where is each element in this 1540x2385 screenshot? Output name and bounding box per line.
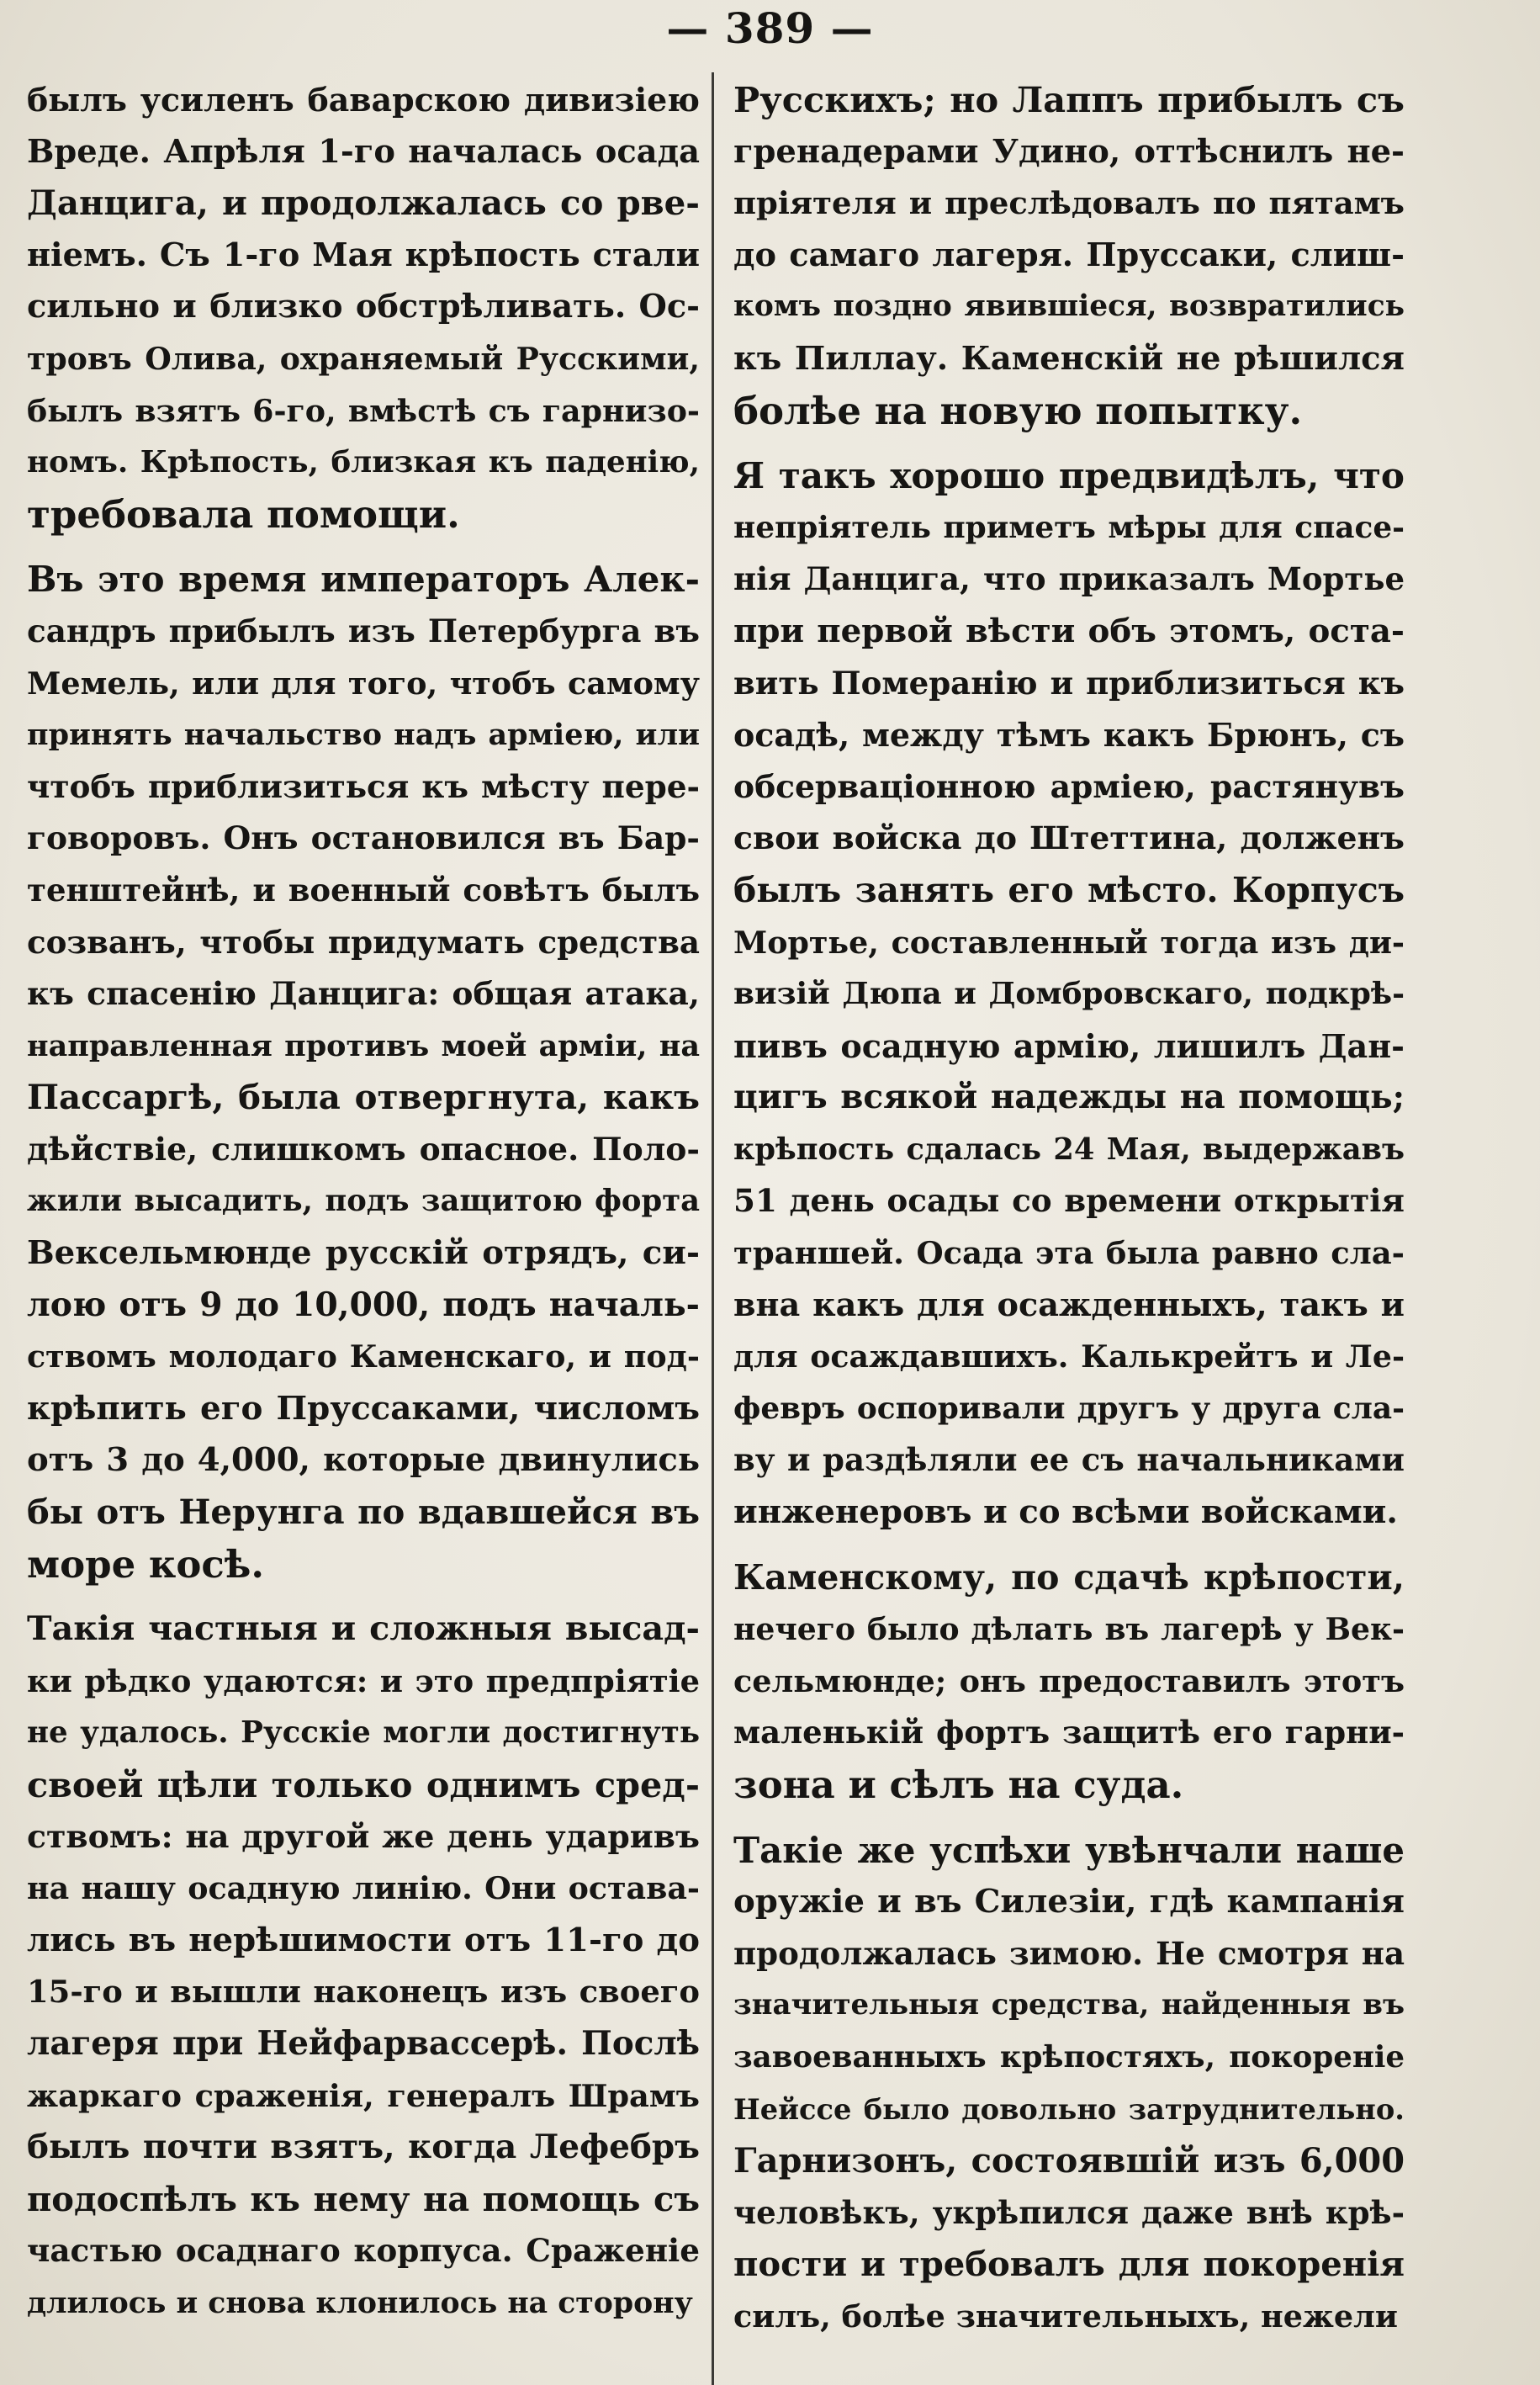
text-line: инженеровъ и со всѣми войсками. bbox=[733, 1493, 1398, 1532]
text-line: Такіе же успѣхи увѣнчали наше bbox=[733, 1829, 1405, 1871]
text-line: зона и сѣлъ на суда. bbox=[733, 1762, 1184, 1807]
text-line: оружіе и въ Силезіи, гдѣ кампанія bbox=[733, 1883, 1405, 1921]
text-line: бы отъ Нерунга по вдавшейся въ bbox=[27, 1492, 700, 1533]
text-line: Нейссе было довольно затруднительно. bbox=[733, 2091, 1405, 2126]
text-line: нія Данцига, что приказалъ Мортье bbox=[733, 560, 1405, 598]
text-line: Гарнизонъ, состоявшій изъ 6,000 bbox=[733, 2141, 1405, 2181]
text-line: Пассаргѣ, была отвергнута, какъ bbox=[27, 1078, 700, 1118]
text-line: былъ взятъ 6-го, вмѣстѣ съ гарнизо- bbox=[27, 392, 700, 429]
text-line: къ Пиллау. Каменскій не рѣшился bbox=[733, 339, 1405, 378]
text-line: отъ 3 до 4,000, которые двинулись bbox=[27, 1441, 700, 1480]
text-line: направленная противъ моей арміи, на bbox=[27, 1028, 700, 1063]
text-line: тенштейнѣ, и военный совѣтъ былъ bbox=[27, 871, 700, 909]
text-line: февръ оспоривали другъ у друга сла- bbox=[733, 1390, 1405, 1426]
text-line: номъ. Крѣпость, близкая къ паденію, bbox=[27, 445, 700, 480]
text-line: чтобъ приблизиться къ мѣсту пере- bbox=[27, 767, 700, 805]
text-line: крѣпость сдалась 24 Мая, выдержавъ bbox=[733, 1132, 1405, 1167]
text-line: траншей. Осада эта была равно сла- bbox=[733, 1234, 1405, 1272]
text-line: 15-го и вышли наконецъ изъ своего bbox=[27, 1973, 700, 2011]
column-divider bbox=[712, 72, 714, 2385]
paragraph bbox=[733, 74, 1405, 437]
text-line: лагеря при Нейфарвассерѣ. Послѣ bbox=[27, 2024, 700, 2063]
text-line: гренадерами Удино, оттѣснилъ не- bbox=[733, 132, 1405, 171]
text-line: жаркаго сраженія, генералъ Шрамъ bbox=[27, 2076, 700, 2114]
text-line: продолжалась зимою. Не смотря на bbox=[733, 1934, 1405, 1972]
text-line: пріятеля и преслѣдовалъ по пятамъ bbox=[733, 184, 1405, 222]
paragraph bbox=[733, 1552, 1405, 1811]
text-line: Вексельмюнде русскій отрядъ, си- bbox=[27, 1234, 700, 1273]
text-line: Каменскому, по сдачѣ крѣпости, bbox=[733, 1556, 1405, 1598]
text-line: вить Померанію и приблизиться къ bbox=[733, 664, 1405, 702]
paragraph bbox=[733, 1825, 1405, 2343]
right-column bbox=[733, 74, 1405, 2356]
text-line: частью осаднаго корпуса. Сраженіе bbox=[27, 2232, 700, 2270]
paragraph bbox=[733, 450, 1405, 1538]
text-line: говоровъ. Онъ остановился въ Бар- bbox=[27, 819, 700, 857]
text-line: былъ занять его мѣсто. Корпусъ bbox=[733, 869, 1405, 910]
text-line: 51 день осады со времени открытія bbox=[733, 1182, 1405, 1220]
text-line: ніемъ. Съ 1-го Мая крѣпость стали bbox=[27, 236, 700, 274]
text-line: своей цѣли только однимъ сред- bbox=[27, 1764, 700, 1805]
text-line: сельмюнде; онъ предоставилъ этотъ bbox=[733, 1662, 1405, 1699]
text-line: требовала помощи. bbox=[27, 491, 460, 537]
text-line: болѣе на новую попытку. bbox=[733, 388, 1303, 433]
text-line: былъ усиленъ баварскою дивизіею bbox=[27, 81, 700, 119]
text-line: ствомъ молодаго Каменскаго, и под- bbox=[27, 1338, 700, 1375]
text-line: длилось и снова клонилось на сторону bbox=[27, 2285, 693, 2320]
text-line: принять начальство надъ арміею, или bbox=[27, 718, 700, 753]
text-line: жили высадить, подъ защитою форта bbox=[27, 1184, 700, 1219]
text-line: на нашу осадную линію. Они остава- bbox=[27, 1870, 700, 1907]
text-line: для осаждавшихъ. Калькрейтъ и Ле- bbox=[733, 1338, 1405, 1375]
paragraph bbox=[27, 74, 700, 540]
text-line: при первой вѣсти объ этомъ, оста- bbox=[733, 612, 1405, 650]
text-line: маленькій фортъ защитѣ его гарни- bbox=[733, 1714, 1405, 1752]
text-line: пивъ осадную армію, лишилъ Дан- bbox=[733, 1026, 1405, 1065]
text-line: завоеванныхъ крѣпостяхъ, покореніе bbox=[733, 2039, 1405, 2075]
text-line: человѣкъ, укрѣпился даже внѣ крѣ- bbox=[733, 2193, 1405, 2231]
text-line: лою отъ 9 до 10,000, подъ началь- bbox=[27, 1285, 700, 1324]
text-line: Я такъ хорошо предвидѣлъ, что bbox=[733, 454, 1405, 497]
text-line: значительныя средства, найденныя въ bbox=[733, 1988, 1405, 2022]
text-line: тровъ Олива, охраняемый Русскими, bbox=[27, 340, 700, 377]
text-line: Въ это время императоръ Алек- bbox=[27, 559, 700, 601]
text-line: свои войска до Штеттина, долженъ bbox=[733, 819, 1405, 857]
text-line: сильно и близко обстрѣливать. Ос- bbox=[27, 288, 700, 326]
text-line: ствомъ: на другой же день ударивъ bbox=[27, 1817, 700, 1855]
text-line: лись въ нерѣшимости отъ 11-го до bbox=[27, 1921, 700, 1959]
page-number: — 389 — bbox=[666, 3, 874, 53]
text-line: ки рѣдко удаются: и это предпріятіе bbox=[27, 1662, 700, 1699]
text-line: къ спасенію Данцига: общая атака, bbox=[27, 975, 700, 1013]
text-line: непріятель приметъ мѣры для спасе- bbox=[733, 509, 1405, 545]
text-line: ву и раздѣляли ее съ начальниками bbox=[733, 1441, 1405, 1479]
text-line: крѣпить его Пруссаками, числомъ bbox=[27, 1389, 700, 1428]
paragraph bbox=[27, 554, 700, 1590]
text-line: осадѣ, между тѣмъ какъ Брюнъ, съ bbox=[733, 716, 1405, 755]
paragraph bbox=[27, 1603, 700, 2329]
text-line: не удалось. Русскіе могли достигнуть bbox=[27, 1715, 700, 1751]
text-line: цигъ всякой надежды на помощь; bbox=[733, 1078, 1405, 1117]
text-line: Мемель, или для того, чтобъ самому bbox=[27, 665, 700, 702]
text-line: былъ почти взятъ, когда Лефебръ bbox=[27, 2128, 700, 2167]
text-line: визій Дюпа и Домбровскаго, подкрѣ- bbox=[733, 976, 1405, 1012]
left-column bbox=[27, 74, 700, 2343]
text-line: пости и требовалъ для покоренія bbox=[733, 2245, 1405, 2285]
text-line: силъ, болѣе значительныхъ, нежели bbox=[733, 2298, 1398, 2335]
text-line: Вреде. Апрѣля 1-го началась осада bbox=[27, 132, 700, 171]
text-line: комъ поздно явившіеся, возвратились bbox=[733, 289, 1405, 324]
text-line: дѣйствіе, слишкомъ опасное. Поло- bbox=[27, 1130, 700, 1168]
text-line: Данцига, и продолжалась со рве- bbox=[27, 183, 700, 224]
text-line: подоспѣлъ къ нему на помощь съ bbox=[27, 2179, 700, 2219]
text-line: до самаго лагеря. Пруссаки, слиш- bbox=[733, 236, 1405, 274]
text-line: Русскихъ; но Лаппъ прибылъ съ bbox=[733, 79, 1405, 120]
text-line: нечего было дѣлать въ лагерѣ у Век- bbox=[733, 1611, 1405, 1648]
text-line: обсерваціонною арміею, растянувъ bbox=[733, 767, 1405, 805]
text-line: созванъ, чтобы придумать средства bbox=[27, 923, 700, 961]
text-line: Такія частныя и сложныя высад- bbox=[27, 1609, 700, 1649]
text-line: сандръ прибылъ изъ Петербурга въ bbox=[27, 612, 700, 649]
text-line: вна какъ для осажденныхъ, такъ и bbox=[733, 1285, 1405, 1324]
text-line: Мортье, составленный тогда изъ ди- bbox=[733, 924, 1405, 961]
text-line: море косѣ. bbox=[27, 1541, 265, 1587]
